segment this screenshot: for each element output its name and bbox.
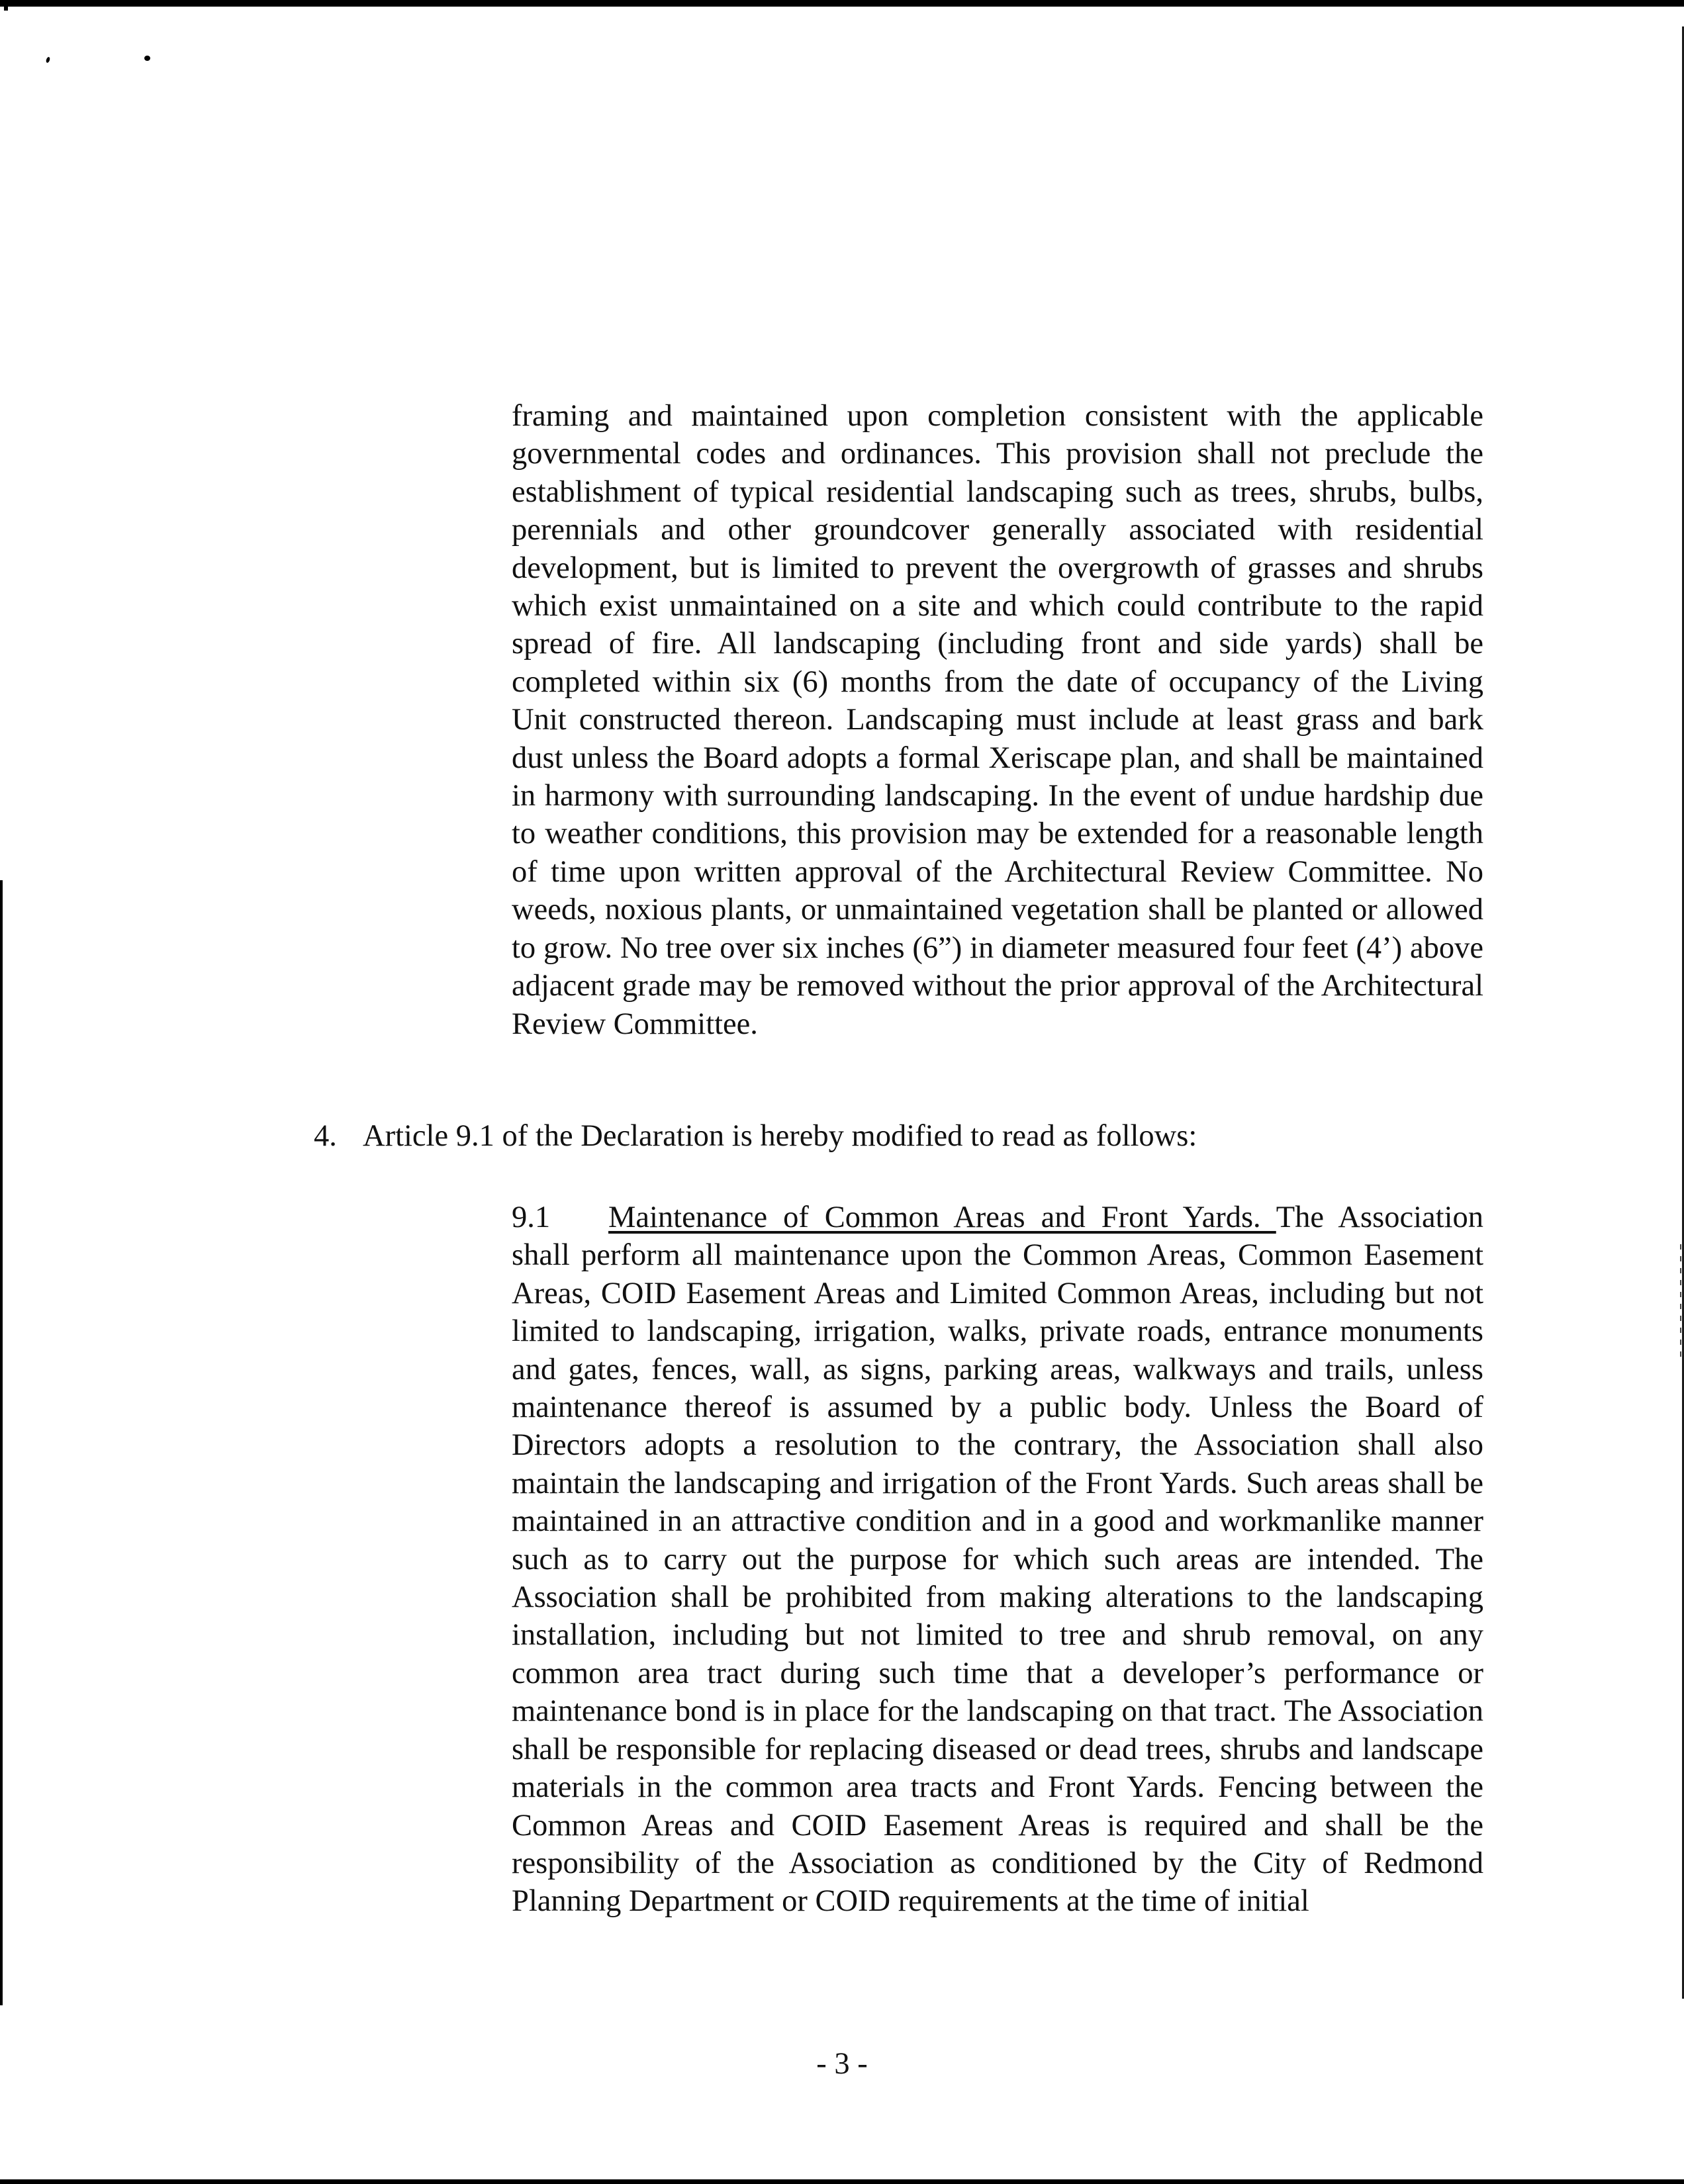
- scan-bottom-border: [0, 2179, 1684, 2184]
- section-title: Maintenance of Common Areas and Front Yards.: [608, 1201, 1276, 1234]
- numbered-item-4: [314, 1117, 1197, 1155]
- scan-artifact: [4, 7, 8, 11]
- page-number: - 3 -: [816, 2047, 868, 2081]
- scan-artifact: [1680, 1244, 1681, 1357]
- scan-left-edge: [0, 880, 3, 2005]
- section-9-1-paragraph: [512, 1199, 1483, 1921]
- item-number: 4.: [314, 1119, 337, 1153]
- section-body: The Association shall perform all maintenance upon the Common Areas, Common Easement Areas, COID Easement Areas and Limited Common Areas, including but not limited to landscaping, irrigation, walks, private roads, entrance monuments and gates, fences, wall, as signs, parking areas, walkways and trails, unless maintenance thereof is assumed by a public body. Unless the Board of Directors adopts a resolution to the contrary, the Association shall also maintain the landscaping and irrigation of the Front Yards. Such areas shall be maintained in an attractive condition and in a good and workmanlike manner such as to carry out the purpose for which such areas are intended. The Association shall be prohibited from making alterations to the landscaping installation, including but not limited to tree and shrub removal, on any common area tract during such time that a developer’s performance or maintenance bond is in place for the landscaping on that tract. The Association shall be responsible for replacing diseased or dead trees, shrubs and landscape materials in the common area tracts and Front Yards. Fencing between the Common Areas and COID Easement Areas is required and shall be the responsibility of the Association as conditioned by the City of Redmond Planning Department or COID requirements at the time of initial: [512, 1201, 1483, 1919]
- item-text: Article 9.1 of the Declaration is hereby modified to read as follows:: [363, 1119, 1197, 1153]
- continuation-paragraph: framing and maintained upon completion consistent with the applicable governmental codes and ordinances. This provision shall not preclude the establishment of typical residential landscaping such as trees, shrubs, bulbs, perennials and other groundcover generally associated with residential development, but is limited to prevent the overgrowth of grasses and shrubs which exist unmaintained on a site and which could contribute to the rapid spread of fire. All landscaping (including front and side yards) shall be completed within six (6) months from the date of occupancy of the Living Unit constructed thereon. Landscaping must include at least grass and bark dust unless the Board adopts a formal Xeriscape plan, and shall be maintained in harmony with surrounding landscaping. In the event of undue hardship due to weather conditions, this provision may be extended for a reasonable length of time upon written approval of the Architectural Review Committee. No weeds, noxious plants, or unmaintained vegetation shall be planted or allowed to grow. No tree over six inches (6”) in diameter measured four feet (4’) above adjacent grade may be removed without the prior approval of the Architectural Review Committee.: [512, 399, 1483, 1041]
- section-number: 9.1: [512, 1201, 551, 1234]
- scan-top-border: [0, 0, 1684, 7]
- scan-speck: [46, 56, 51, 63]
- scan-speck: [144, 56, 150, 61]
